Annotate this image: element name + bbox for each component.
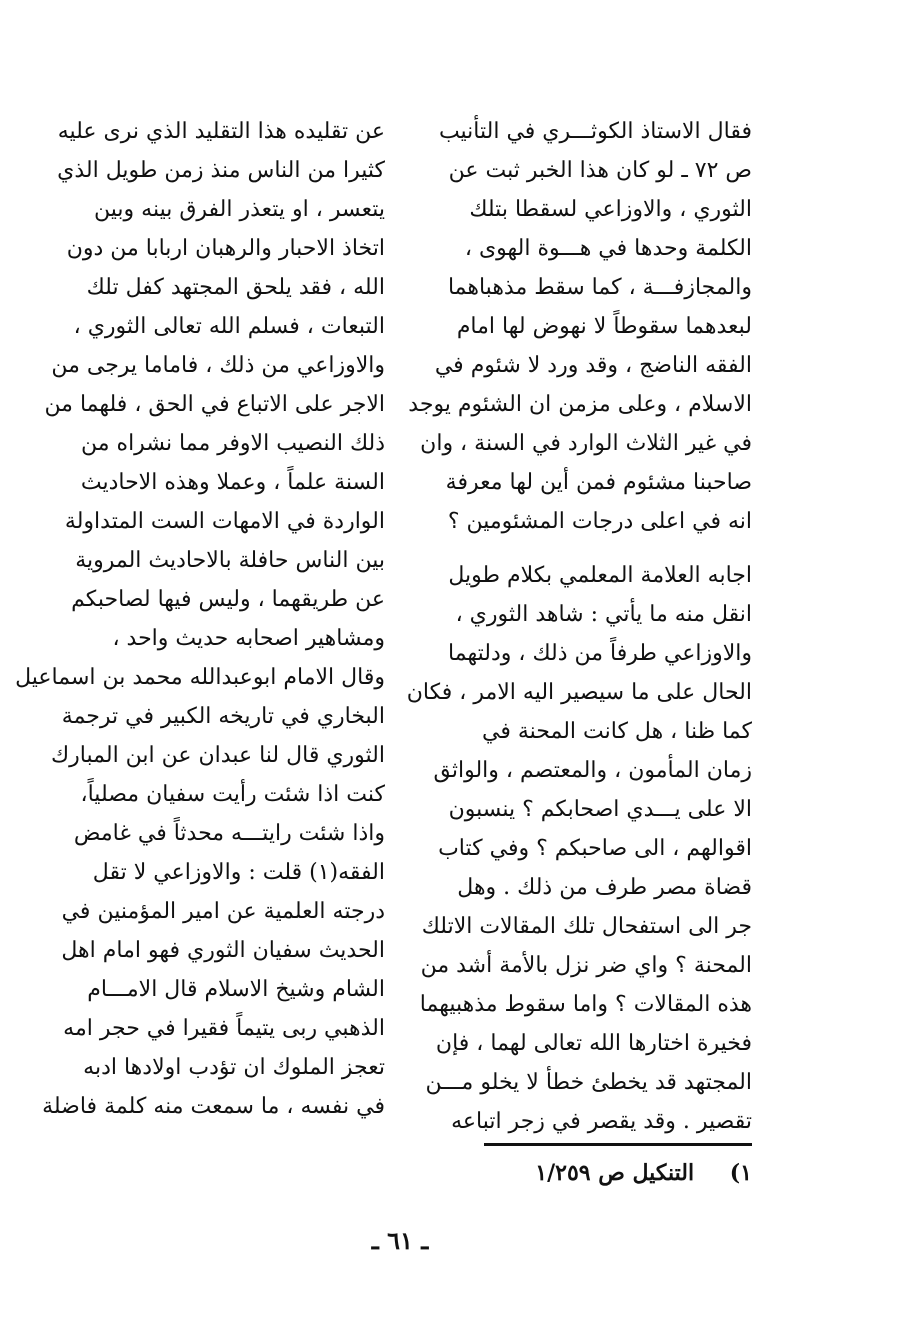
text-line: اتخاذ الاحبار والرهبان اربابا من دون	[66, 236, 385, 261]
text-line: لبعدهما سقوطاً لا نهوض لها امام	[456, 314, 752, 339]
text-line: ومشاهير اصحابه حديث واحد ،	[112, 626, 385, 651]
text-line: الاسلام ، وعلى مزمن ان الشئوم يوجد	[408, 392, 752, 417]
text-line: عن تقليده هذا التقليد الذي نرى عليه	[57, 119, 385, 144]
text-line: تقصير . وقد يقصر في زجر اتباعه	[451, 1109, 752, 1134]
text-line: الفقه(١) قلت : والاوزاعي لا تقل	[92, 860, 385, 885]
text-line: المحنة ؟ واي ضر نزل بالأمة أشد من	[420, 953, 752, 978]
left-column	[15, 112, 385, 1126]
text-line: وقال الامام ابوعبدالله محمد بن اسماعيل	[15, 665, 385, 690]
text-line: ذلك النصيب الاوفر مما نشراه من	[81, 431, 385, 456]
text-line: الثوري قال لنا عبدان عن ابن المبارك	[51, 743, 385, 768]
text-line: عن طريقهما ، وليس فيها لصاحبكم	[71, 587, 385, 612]
text-line: الكلمة وحدها في هـــوة الهوى ،	[464, 236, 752, 261]
text-line: جر الى استفحال تلك المقالات الاتلك	[421, 914, 752, 939]
text-line: السنة علماً ، وعملا وهذه الاحاديث	[80, 470, 385, 495]
text-line: كما ظنا ، هل كانت المحنة في	[482, 719, 752, 744]
text-line: التبعات ، فسلم الله تعالى الثوري ،	[73, 314, 385, 339]
text-line: الحال على ما سيصير اليه الامر ، فكان	[406, 680, 752, 705]
page-number: ـ ٦١ ـ	[371, 1226, 429, 1255]
text-line: اقوالهم ، الى صاحبكم ؟ وفي كتاب	[438, 836, 752, 861]
text-line: في نفسه ، ما سمعت منه كلمة فاضلة	[42, 1094, 385, 1119]
text-line: تعجز الملوك ان تؤدب اولادها ادبه	[83, 1055, 385, 1080]
text-line: كنت اذا شئت رأيت سفيان مصلياً،	[80, 782, 385, 807]
right-column	[406, 112, 752, 1141]
text-line: الذهبي ربى يتيماً فقيرا في حجر امه	[63, 1016, 385, 1041]
text-line: ص ٧٢ ـ لو كان هذا الخبر ثبت عن	[448, 158, 752, 183]
text-line: انه في اعلى درجات المشئومين ؟	[447, 509, 752, 534]
text-line: الاجر على الاتباع في الحق ، فلهما من	[44, 392, 385, 417]
text-line: المجتهد قد يخطئ خطأ لا يخلو مـــن	[425, 1070, 752, 1095]
text-line: واذا شئت رايتـــه محدثاً في غامض	[73, 821, 385, 846]
text-line: قضاة مصر طرف من ذلك . وهل	[457, 875, 752, 900]
text-line: اجابه العلامة المعلمي بكلام طويل	[448, 563, 752, 588]
text-line: زمان المأمون ، والمعتصم ، والواثق	[433, 758, 752, 783]
text-line: انقل منه ما يأتي : شاهد الثوري ،	[455, 602, 752, 627]
text-line: يتعسر ، او يتعذر الفرق بينه وبين	[94, 197, 385, 222]
text-line: الفقه الناضج ، وقد ورد لا شئوم في	[434, 353, 752, 378]
text-line: الواردة في الامهات الست المتداولة	[64, 509, 385, 534]
text-line: الا على يـــدي اصحابكم ؟ ينسبون	[448, 797, 752, 822]
text-line: فقال الاستاذ الكوثـــري في التأنيب	[438, 119, 752, 144]
text-line: درجته العلمية عن امير المؤمنين في	[61, 899, 385, 924]
text-line: والاوزاعي طرفاً من ذلك ، ودلتهما	[448, 641, 752, 666]
text-line: صاحبنا مشئوم فمن أين لها معرفة	[445, 470, 752, 495]
text-line: الشام وشيخ الاسلام قال الامـــام	[87, 977, 385, 1002]
text-line: فخيرة اختارها الله تعالى لهما ، فإن	[435, 1031, 752, 1056]
text-line: الله ، فقد يلحق المجتهد كفل تلك	[86, 275, 385, 300]
footnote-divider	[484, 1143, 752, 1146]
text-line: الثوري ، والاوزاعي لسقطا بتلك	[469, 197, 752, 222]
text-line: والاوزاعي من ذلك ، فاماما يرجى من	[51, 353, 385, 378]
footnote	[400, 1158, 752, 1188]
text-line: في غير الثلاث الوارد في السنة ، وان	[420, 431, 752, 456]
paragraph-gap	[422, 541, 752, 556]
text-line: هذه المقالات ؟ واما سقوط مذهبيهما	[419, 992, 752, 1017]
footnote-marker: ١)	[729, 1160, 752, 1186]
text-line: الحديث سفيان الثوري فهو امام اهل	[61, 938, 385, 963]
text-line: البخاري في تاريخه الكبير في ترجمة	[61, 704, 385, 729]
text-line: والمجازفـــة ، كما سقط مذهباهما	[447, 275, 752, 300]
text-line: بين الناس حافلة بالاحاديث المروية	[75, 548, 385, 573]
footnote-text: التنكيل ص ١/٢٥٩	[535, 1160, 695, 1186]
text-line: كثيرا من الناس منذ زمن طويل الذي	[57, 158, 385, 183]
